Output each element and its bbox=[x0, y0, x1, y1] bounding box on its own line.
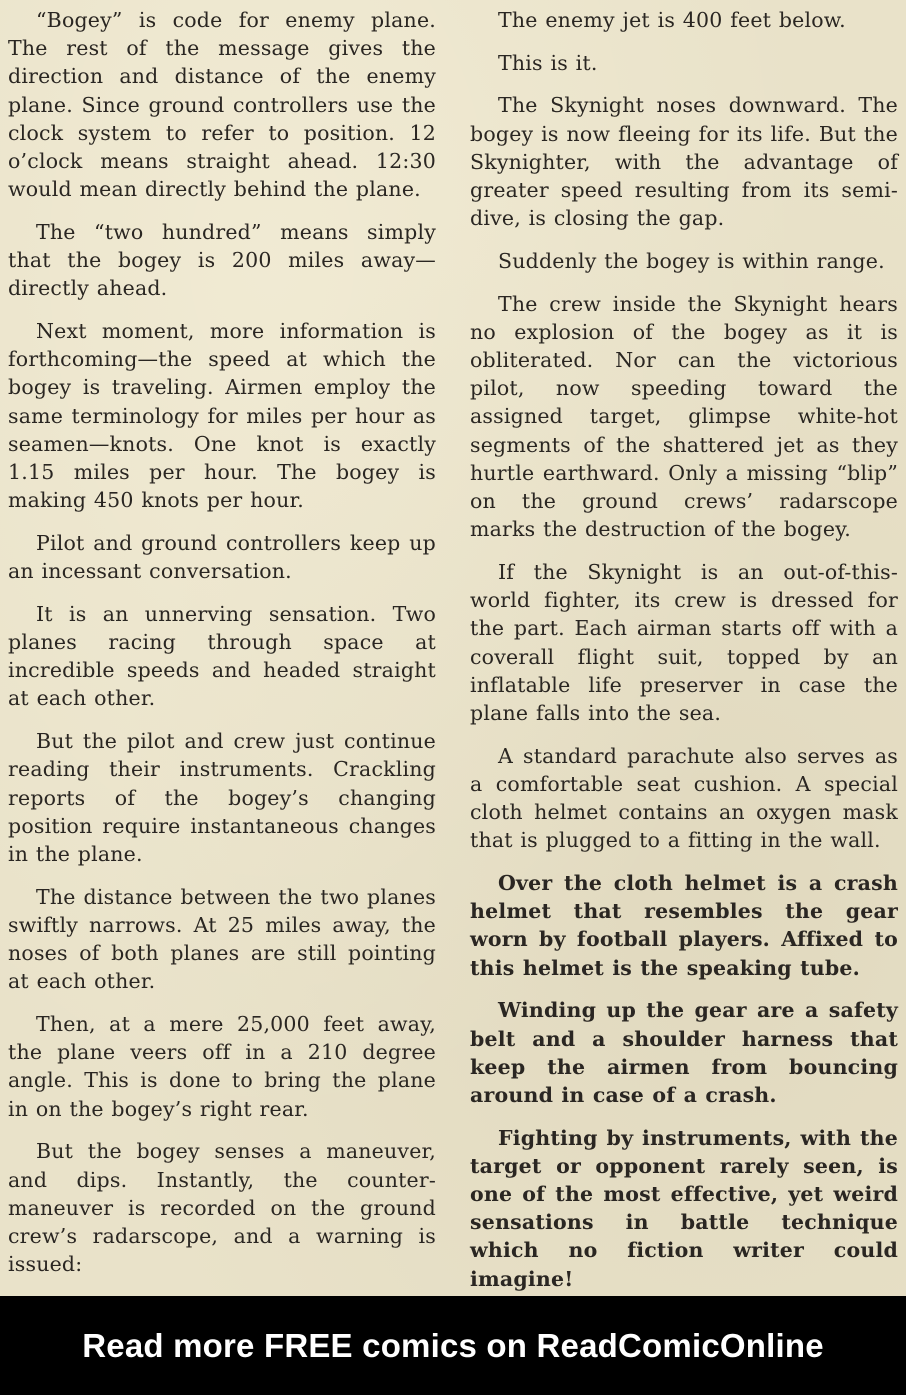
paragraph: Suddenly the bogey is within range. bbox=[498, 248, 885, 273]
paragraph: Pilot and ground controllers keep up an incessant conversation. bbox=[8, 530, 436, 584]
paragraph: This is it. bbox=[498, 50, 598, 75]
paragraph: A standard parachute also serves as a comfortable seat cushion. A special cloth helmet contains an oxygen mask that is plugged to a fitting in the wall. bbox=[470, 743, 898, 853]
paragraph: Winding up the gear are a safety belt and a shoulder harness that keep the airmen from bouncing around in case of a crash. bbox=[470, 998, 898, 1107]
paragraph: The enemy jet is 400 feet below. bbox=[498, 8, 846, 32]
paragraph: Fighting by instruments, with the target or opponent rarely seen, is one of the most effective, yet weird sensations in battle technique which no fiction writer could imagine! bbox=[470, 1125, 898, 1291]
paragraph: The crew inside the Skynight hears no explosion of the bogey as it is obliterated. Nor can the victorious pilot, now speeding toward the assigned target, glimpse white-hot segments of the shattered jet as they hurtle earthward. Only a missing “blip” on the ground crews’ radarscope marks the destruction of the bogey. bbox=[470, 291, 898, 542]
paragraph: The Skynight noses downward. The bogey is now fleeing for its life. But the Skynighter, with the advantage of greater speed resulting from its semi-dive, is closing the gap. bbox=[470, 93, 898, 231]
paragraph: The distance between the two planes swiftly narrows. At 25 miles away, the noses of both planes are still pointing at each other. bbox=[8, 884, 436, 994]
paragraph: If the Skynight is an out-of-this-world fighter, its crew is dressed for the part. Each airman starts off with a coverall flight suit, topped by an inflatable life preserver in case the plane falls into the sea. bbox=[470, 559, 898, 725]
right-text-column bbox=[470, 0, 898, 1307]
paragraph: But the bogey senses a maneuver, and dips. Instantly, the counter-maneuver is recorded on the ground crew’s radarscope, and a warning is issued: bbox=[8, 1139, 436, 1277]
paragraph: But the pilot and crew just continue reading their instruments. Crackling reports of the bogey’s changing position require instantaneous changes in the plane. bbox=[8, 729, 436, 866]
paragraph: “Bogey” is code for ​enemy plane. The rest of the message gives the direction and distance of the enemy plane. Since ground controllers use the clock system to refer to position. 12 o’clock means straight ahead. 12:30 would mean directly behind the plane. bbox=[8, 8, 436, 202]
paragraph: Next moment, more information is forthcoming—the speed at which the bogey is traveling. Airmen employ the same terminology for miles per hour as seamen—knots. One knot is exactly 1.15 miles per hour. The bogey is making 450 knots per hour. bbox=[8, 319, 436, 513]
left-text-column bbox=[8, 0, 436, 1336]
paragraph: It is an unnerving sensation. Two planes racing through space at incredible speeds and headed straight at each other. bbox=[8, 601, 436, 711]
paragraph: Then, at a mere 25,000 feet away, the plane veers off in a 210 degree angle. This is done to bring the plane in on the bogey’s right rear. bbox=[8, 1012, 436, 1121]
promo-banner-text[interactable]: Read more FREE comics on ReadComicOnline bbox=[82, 1326, 824, 1364]
paragraph: Over the cloth helmet is a crash helmet that resembles the gear worn by football players. Affixed to this helmet is the speaking tube. bbox=[470, 870, 898, 980]
promo-banner[interactable] bbox=[0, 1296, 906, 1395]
paragraph: The “two hundred” means simply that the bogey is 200 miles away—directly ahead. bbox=[8, 219, 436, 301]
